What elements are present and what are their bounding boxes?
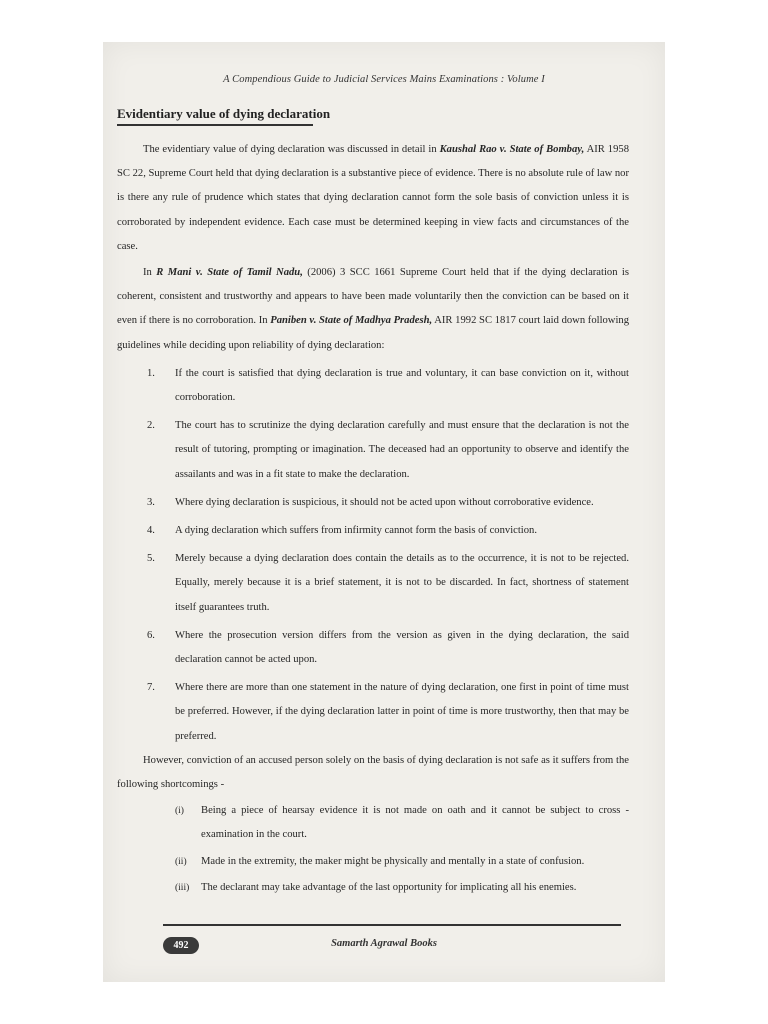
list-number: 6.: [147, 629, 155, 641]
list-number: (iii): [175, 882, 190, 893]
body-text: [117, 138, 629, 900]
heading-underline: [117, 124, 313, 126]
shortcomings-list: [117, 799, 629, 900]
list-item: (ii) Made in the extremity, the maker might be physically and mentally in a state of confusion.: [117, 850, 629, 874]
list-item: (i) Being a piece of hearsay evidence it is not made on oath and it cannot be subject to cross - examination in the court.: [117, 799, 629, 847]
case-name: R Mani v. State of Tamil Nadu,: [156, 267, 303, 279]
second-paragraph: In R Mani v. State of Tamil Nadu, (2006) 3 SCC 1661 Supreme Court held that if the dying declaration is coherent, consistent and trustworthy and appears to have been made voluntarily then the conviction can be based on it even if there is no corroboration. In Paniben v. State of Madhya Pradesh, AIR 1992 SC 1817 court laid down following guidelines while deciding upon reliability of dying declaration:: [117, 267, 629, 351]
intro-paragraph: The evidentiary value of dying declaration was discussed in detail in Kaushal Rao v. State of Bombay, AIR 1958 SC 22, Supreme Court held that dying declaration is a substantive piece of evidence. There is no absolute rule of law nor is there any rule of prudence which states that dying declaration cannot form the sole basis of conviction unless it is corroborated by independent evidence. Each case must be determined keeping in view facts and circumstances of the case.: [117, 144, 629, 252]
list-number: 3.: [147, 496, 155, 508]
list-number: 5.: [147, 553, 155, 565]
guidelines-list: [117, 362, 629, 749]
publisher-name: Samarth Agrawal Books: [331, 938, 437, 949]
list-item: 4. A dying declaration which suffers from infirmity cannot form the basis of conviction.: [117, 519, 629, 543]
list-item: 7. Where there are more than one statement in the nature of dying declaration, one first in point of time must be preferred. However, if the dying declaration latter in point of time is more trustworthy, then that may be preferred.: [117, 676, 629, 749]
list-item: 5. Merely because a dying declaration does contain the details as to the occurrence, it is not to be rejected. Equally, merely because it is a brief statement, it is not to be discarded. In fact, shortness of statement itself guarantees truth.: [117, 547, 629, 620]
list-number: 1.: [147, 367, 155, 379]
list-item: 6. Where the prosecution version differs from the version as given in the dying declaration, the said declaration cannot be acted upon.: [117, 624, 629, 672]
book-page: [103, 42, 665, 982]
list-item: 1. If the court is satisfied that dying declaration is true and voluntary, it can base conviction on it, without corroboration.: [117, 362, 629, 410]
section-heading: Evidentiary value of dying declaration: [117, 106, 331, 121]
list-item: 3. Where dying declaration is suspicious, it should not be acted upon without corroborative evidence.: [117, 491, 629, 515]
list-number: (ii): [175, 856, 187, 867]
page-number: 492: [163, 937, 199, 954]
list-number: (i): [175, 806, 184, 817]
list-number: 4.: [147, 525, 155, 537]
case-name: Paniben v. State of Madhya Pradesh,: [270, 315, 433, 327]
shortcomings-intro: However, conviction of an accused person solely on the basis of dying declaration is not safe as it suffers from the following shortcomings -: [117, 754, 629, 791]
list-item: (iii) The declarant may take advantage of the last opportunity for implicating all his enemies.: [117, 876, 629, 900]
footer-rule: [163, 924, 621, 926]
list-number: 7.: [147, 682, 155, 694]
case-name: Kaushal Rao v. State of Bombay,: [439, 144, 585, 155]
running-head: A Compendious Guide to Judicial Services Mains Examinations : Volume I: [223, 74, 545, 85]
list-number: 2.: [147, 420, 155, 432]
list-item: 2. The court has to scrutinize the dying declaration carefully and must ensure that the declaration is not the result of tutoring, prompting or imagination. The deceased had an opportunity to observe and identify the assailants and was in a fit state to make the declaration.: [117, 414, 629, 487]
